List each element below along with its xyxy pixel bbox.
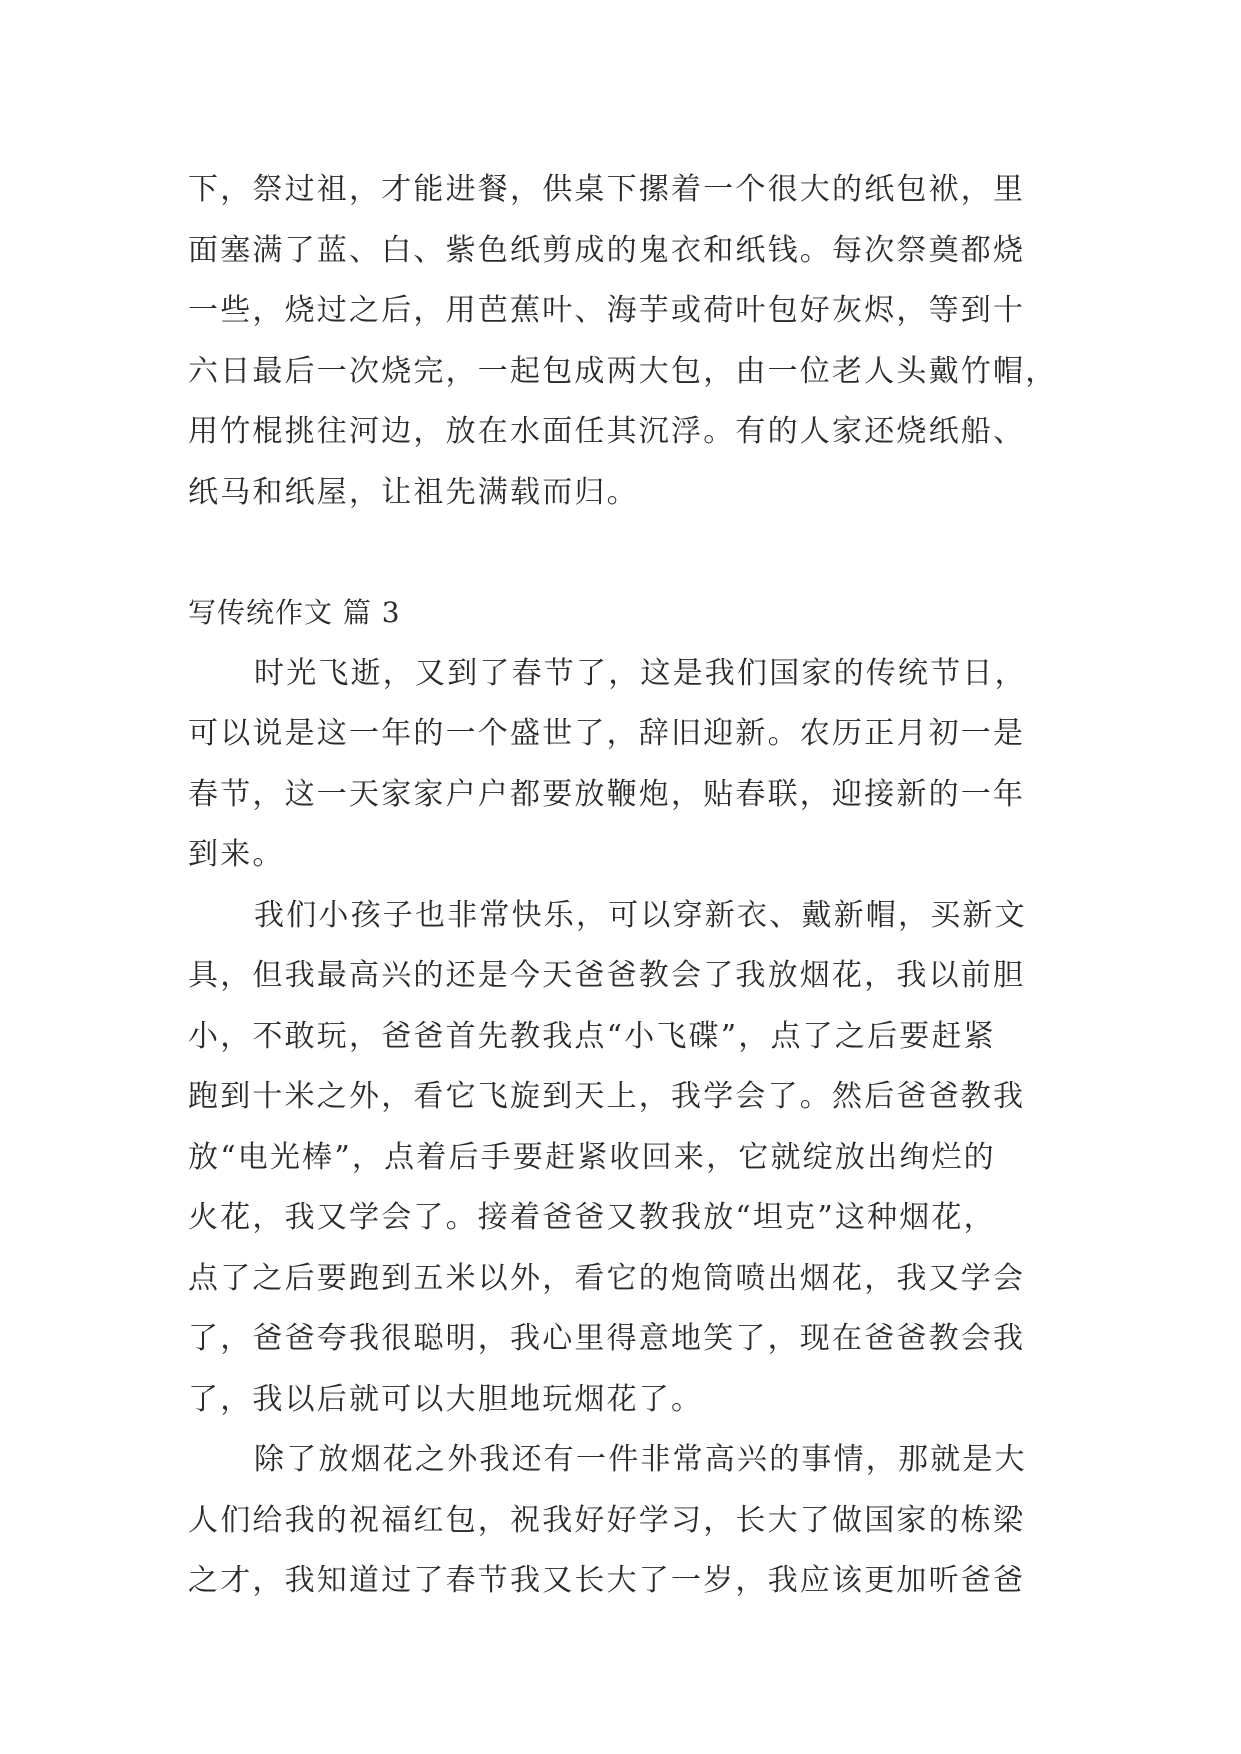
text-line: 面塞满了蓝、白、紫色纸剪成的鬼衣和纸钱。每次祭奠都烧: [188, 232, 1026, 268]
section-spacer: [188, 523, 1068, 583]
text-line: 用竹棍挑往河边，放在水面任其沉浮。有的人家还烧纸船、: [188, 414, 1026, 449]
text-line: 了，我以后就可以大胆地玩烟花了。: [188, 1381, 704, 1417]
previous-section-text: [188, 160, 1068, 523]
text-line: 春节，这一天家家户户都要放鞭炮，贴春联，迎接新的一年: [188, 776, 1026, 812]
text-line: 纸马和纸屋，让祖先满载而归。: [188, 474, 639, 510]
paragraph: [188, 886, 1068, 1431]
section-title: 写传统作文 篇 3: [188, 596, 401, 629]
text-line: 点了之后要跑到五米以外，看它的炮筒喷出烟花，我又学会: [188, 1260, 1026, 1296]
text-line: 具，但我最高兴的还是今天爸爸教会了我放烟花，我以前胆: [188, 958, 1026, 993]
text-line: 除了放烟花之外我还有一件非常高兴的事情，那就是大: [254, 1442, 1027, 1477]
text-line: 到来。: [188, 837, 285, 872]
text-line: 放“电光棒”，点着后手要赶紧收回来，它就绽放出绚烂的: [188, 1139, 996, 1175]
text-line: 跑到十米之外，看它飞旋到天上，我学会了。然后爸爸教我: [188, 1079, 1026, 1114]
text-line: 了，爸爸夸我很聪明，我心里得意地笑了，现在爸爸教会我: [188, 1321, 1026, 1356]
text-line: 小，不敢玩，爸爸首先教我点“小飞碟”，点了之后要赶紧: [188, 1018, 996, 1054]
text-line: 一些，烧过之后，用芭蕉叶、海芋或荷叶包好灰烬，等到十: [188, 293, 1026, 328]
text-line: 我们小孩子也非常快乐，可以穿新衣、戴新帽，买新文: [254, 897, 1027, 933]
text-line: 火花，我又学会了。接着爸爸又教我放“坦克”这种烟花，: [188, 1200, 996, 1235]
text-line: 人们给我的祝福红包，祝我好好学习，长大了做国家的栋梁: [188, 1502, 1026, 1538]
document-page: [188, 160, 1068, 1612]
text-line: 可以说是这一年的一个盛世了，辞旧迎新。农历正月初一是: [188, 716, 1026, 751]
paragraph: [188, 644, 1068, 886]
text-line: 时光飞逝，又到了春节了，这是我们国家的传统节日，: [254, 655, 1027, 691]
text-line: 之才，我知道过了春节我又长大了一岁，我应该更加听爸爸: [188, 1563, 1026, 1598]
paragraph: [188, 1430, 1068, 1612]
text-line: 下，祭过祖，才能进餐，供桌下摞着一个很大的纸包袱，里: [188, 172, 1026, 207]
text-line: 六日最后一次烧完，一起包成两大包，由一位老人头戴竹帽，: [188, 353, 1058, 389]
